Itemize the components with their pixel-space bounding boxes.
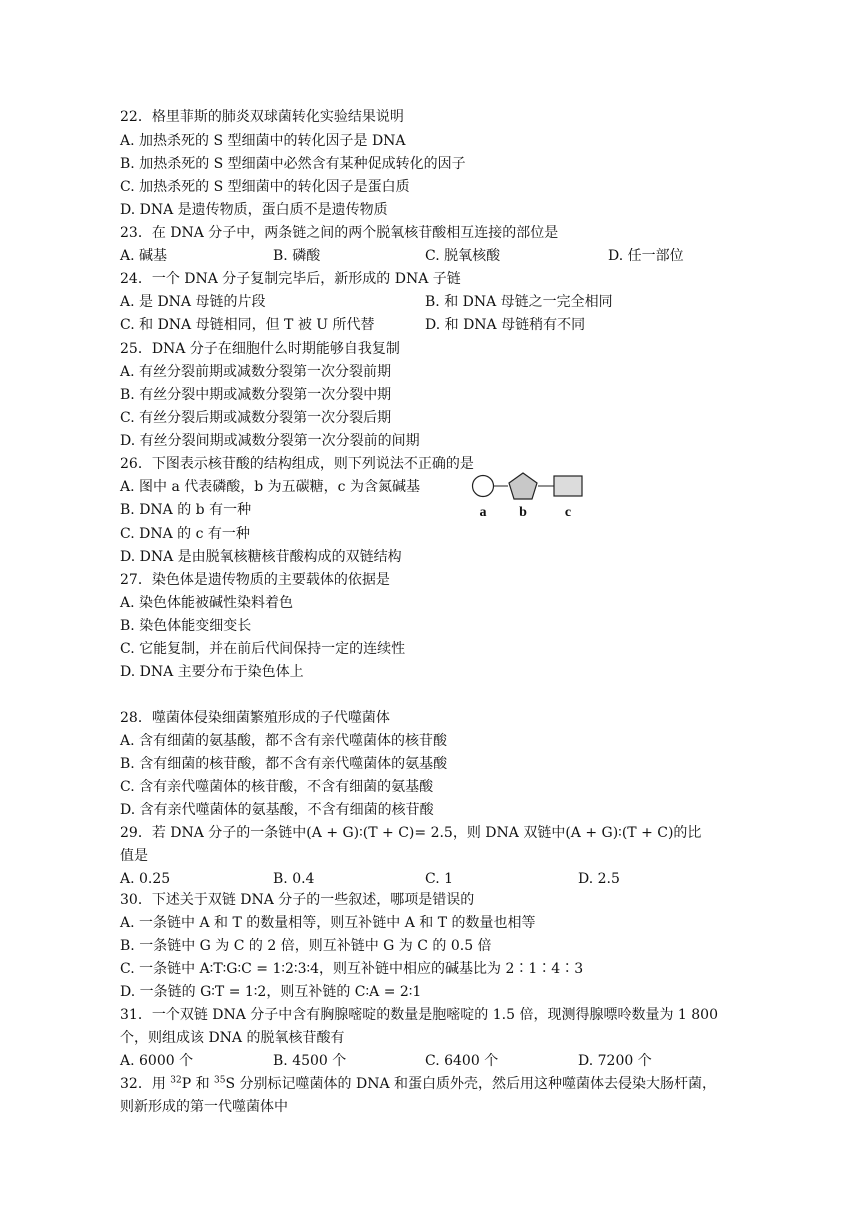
isotope-mass-35: 35 [214,1075,226,1086]
q32-stem-line1 [120,1074,716,1094]
q26-option-d: D. DNA 是由脱氧核糖核苷酸构成的双链结构 [120,549,402,565]
q28-stem: 28．噬菌体侵染细菌繁殖形成的子代噬菌体 [120,710,390,726]
q29-option-a: A. 0.25 [120,871,171,887]
q27-option-c: C. 它能复制，并在前后代间保持一定的连续性 [120,641,406,657]
q24-option-b: B. 和 DNA 母链之一完全相同 [425,294,613,310]
q25-option-b: B. 有丝分裂中期或减数分裂第一次分裂中期 [120,387,392,403]
q30-option-b: B. 一条链中 G 为 C 的 2 倍，则互补链中 G 为 C 的 0.5 倍 [120,938,492,954]
q30-option-d: D. 一条链的 G∶T = 1∶2，则互补链的 C∶A = 2∶1 [120,984,422,1000]
q23-option-c: C. 脱氧核酸 [425,248,501,264]
q24-stem: 24．一个 DNA 分子复制完毕后，新形成的 DNA 子链 [120,271,461,287]
q22-stem: 22．格里菲斯的肺炎双球菌转化实验结果说明 [120,109,404,125]
q23-option-d: D. 任一部位 [608,248,684,264]
q27-option-b: B. 染色体能变细变长 [120,618,252,634]
q32-text-part1: P 和 [181,1076,215,1092]
q31-stem-line2: 个，则组成该 DNA 的脱氧核苷酸有 [120,1030,345,1046]
q31-option-d: D. 7200 个 [578,1053,652,1069]
q23-option-b: B. 磷酸 [273,248,321,264]
q23-stem: 23．在 DNA 分子中，两条链之间的两个脱氧核苷酸相互连接的部位是 [120,225,559,241]
q28-option-b: B. 含有细菌的核苷酸，都不含有亲代噬菌体的氨基酸 [120,756,448,772]
q31-option-b: B. 4500 个 [273,1053,347,1069]
q25-option-d: D. 有丝分裂间期或减数分裂第一次分裂前的间期 [120,433,420,449]
label-b: b [519,505,527,520]
q24-option-a: A. 是 DNA 母链的片段 [120,294,266,310]
q26-option-a: A. 图中 a 代表磷酸，b 为五碳糖，c 为含氮碱基 [120,479,420,495]
q32-stem-line2: 则新形成的第一代噬菌体中 [120,1099,288,1115]
q29-stem-line2: 值是 [120,848,148,864]
q22-option-b: B. 加热杀死的 S 型细菌中必然含有某种促成转化的因子 [120,156,466,172]
label-c: c [564,505,572,520]
nucleotide-diagram [466,468,590,522]
q25-option-a: A. 有丝分裂前期或减数分裂第一次分裂前期 [120,364,392,380]
q25-option-c: C. 有丝分裂后期或减数分裂第一次分裂后期 [120,410,392,426]
q29-option-b: B. 0.4 [273,871,315,887]
q24-option-d: D. 和 DNA 母链稍有不同 [425,317,586,333]
q29-option-d: D. 2.5 [578,871,620,887]
q27-option-a: A. 染色体能被碱性染料着色 [120,595,294,611]
label-a: a [479,505,487,520]
q28-option-d: D. 含有亲代噬菌体的氨基酸，不含有细菌的核苷酸 [120,802,434,818]
q22-option-a: A. 加热杀死的 S 型细菌中的转化因子是 DNA [120,133,406,149]
q22-option-d: D. DNA 是遗传物质，蛋白质不是遗传物质 [120,202,388,218]
q31-option-c: C. 6400 个 [425,1053,499,1069]
q23-option-a: A. 碱基 [120,248,168,264]
q26-option-c: C. DNA 的 c 有一种 [120,526,250,542]
q29-stem-line1: 29．若 DNA 分子的一条链中(A + G)∶(T + C)= 2.5，则 DNA 双链中(A + G)∶(T + C)的比 [120,825,702,841]
q26-option-b: B. DNA 的 b 有一种 [120,502,252,518]
q32-text-part2: S 分别标记噬菌体的 DNA 和蛋白质外壳，然后用这种噬菌体去侵染大肠杆菌， [225,1076,717,1092]
q31-stem-line1: 31．一个双链 DNA 分子中含有胸腺嘧啶的数量是胞嘧啶的 1.5 倍，现测得腺嘌呤数量为 1 800 [120,1007,718,1023]
q32-number: 32．用 [120,1076,171,1092]
sugar-pentagon [509,473,537,499]
q28-option-c: C. 含有亲代噬菌体的核苷酸，不含有细菌的氨基酸 [120,779,434,795]
q27-stem: 27．染色体是遗传物质的主要载体的依据是 [120,572,390,588]
base-rectangle [554,476,582,496]
phosphate-circle [473,476,494,497]
q30-stem: 30．下述关于双链 DNA 分子的一些叙述，哪项是错误的 [120,892,475,908]
q24-option-c: C. 和 DNA 母链相同，但 T 被 U 所代替 [120,317,375,333]
q25-stem: 25．DNA 分子在细胞什么时期能够自我复制 [120,341,400,357]
q30-option-a: A. 一条链中 A 和 T 的数量相等，则互补链中 A 和 T 的数量也相等 [120,915,536,931]
q28-option-a: A. 含有细菌的氨基酸，都不含有亲代噬菌体的核苷酸 [120,733,448,749]
isotope-mass-32: 32 [170,1075,182,1086]
q26-stem: 26．下图表示核苷酸的结构组成，则下列说法不正确的是 [120,456,474,472]
q22-option-c: C. 加热杀死的 S 型细菌中的转化因子是蛋白质 [120,179,410,195]
q31-option-a: A. 6000 个 [120,1053,194,1069]
q29-option-c: C. 1 [425,871,454,887]
q27-option-d: D. DNA 主要分布于染色体上 [120,664,304,680]
q30-option-c: C. 一条链中 A∶T∶G∶C = 1∶2∶3∶4，则互补链中相应的碱基比为 2∶1∶4∶3 [120,961,584,977]
